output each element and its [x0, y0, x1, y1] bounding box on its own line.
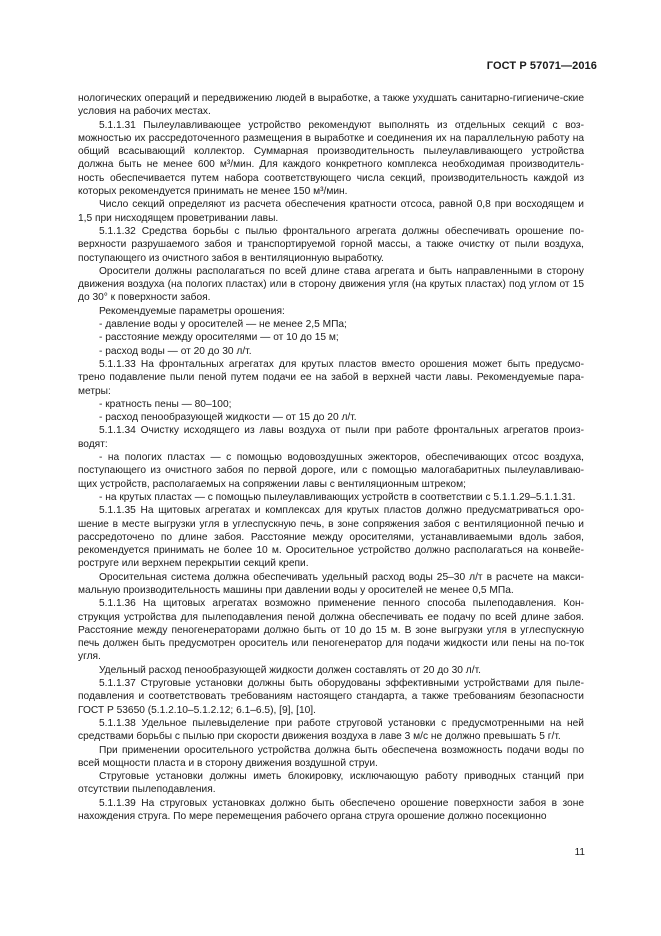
- paragraph: Оросители должны располагаться по всей длине става агрегата и быть направленными в сторону движения воздуха (на пологих пластах) или в сторону движения угля (на крутых пластах) под углом от 15 до 30° к поверхности забоя.: [78, 265, 584, 304]
- paragraph: - на крутых пластах — с помощью пылеулавливающих устройств в соответствии с 5.1.1.29–5.1.1.31.: [99, 491, 576, 503]
- paragraph: 5.1.1.36 На щитовых агрегатах возможно применение пенного способа пылеподавления. Кон-струкция устройства для пылеподавления пеной должна обеспечивать ее подачу по всей длине забоя. Расстояние между пеногенераторами должно быть от 10 до 15 м. В зоне выгрузки угля в углеспускную печь должен быть предусмотрен ороситель или пеногенератор для подачи жидкости или пены на по-ток угля.: [78, 598, 584, 663]
- paragraph: Струговые установки должны иметь блокировку, исключающую работу приводных станций при отсутствии пылеподавления.: [78, 771, 584, 796]
- paragraph: 5.1.1.33 На фронтальных агрегатах для крутых пластов вместо орошения может быть предусмо-трено подавление пыли пеной путем подачи ее на забой в верхней части лавы. Рекомендуемые пара-метры:: [78, 358, 584, 397]
- paragraph: Рекомендуемые параметры орошения:: [99, 305, 285, 317]
- paragraph: 5.1.1.35 На щитовых агрегатах и комплексах для крутых пластов должно предусматриваться оро-шение в месте выгрузки угля в углеспускную печь, в зоне сопряжения забоя с вентиляционной печью и рассредоточено по длине забоя. Расстояние между оросителями, устанавливаемыми вдоль забоя, рекомендуется принимать не более 10 м. Оросительное устройство должно располагаться на конвейе-роструге или верхнем перекрытии секций крепи.: [78, 505, 584, 570]
- paragraph: 5.1.1.37 Струговые установки должны быть оборудованы эффективными устройствами для пыле-подавления и соответствовать требованиям настоящего стандарта, а также требованиям безопасности ГОСТ Р 53650 (5.1.2.10–5.1.2.12; 6.1–6.5), [9], [10].: [78, 678, 584, 716]
- list-item: - расстояние между оросителями — от 10 до 15 м;: [99, 332, 339, 344]
- paragraph: 5.1.1.39 На струговых установках должно быть обеспечено орошение поверхности забоя в зоне нахождения струга. По мере перемещения рабочего органа струга орошение должно посекционно: [78, 797, 584, 823]
- list-item: - давление воды у оросителей — не менее 2,5 МПа;: [99, 319, 347, 331]
- paragraph: нологических операций и передвижению людей в выработке, а также ухудшать санитарно-гигиениче-ские условия на рабочих местах.: [78, 93, 584, 118]
- paragraph: 5.1.1.31 Пылеулавливающее устройство рекомендуют выполнять из отдельных секций с воз-можностью их рассредоточенного размещения в выработке и соединения их на параллельную работу на общий всасывающий коллектор. Суммарная производительность пылеулавливающего устройства должна быть не менее 600 м³/мин. Для каждого конкретного комплекса необходимая производитель-ность обеспечивается путем набора соответствующего числа секций, производительность каждой из которых рекомендуется принимать не менее 150 м³/мин.: [78, 119, 584, 198]
- document-body: [78, 92, 584, 823]
- standard-header: ГОСТ Р 57071—2016: [486, 60, 597, 72]
- paragraph: - на пологих пластах — с помощью водовоздушных эжекторов, обеспечивающих отсос воздуха, поступающего из очистного забоя по первой дороге, или с помощью малогабаритных пылеулавливаю-щих устройств, располагаемых на сопряжении лавы с вентиляционным штреком;: [78, 452, 584, 490]
- list-item: - расход воды — от 20 до 30 л/т.: [99, 345, 252, 357]
- paragraph: 5.1.1.38 Удельное пылевыделение при работе струговой установки с предусмотренными на ней средствами борьбы с пылью при скорости движения воздуха в лаве 3 м/с не должно превышать 5 г/т.: [78, 717, 584, 743]
- paragraph: Оросительная система должна обеспечивать удельный расход воды 25–30 л/т в расчете на макси-мальную производительность машины при давлении воды у оросителей не менее 0,5 МПа.: [78, 571, 584, 596]
- list-item: - кратность пены — 80–100;: [99, 398, 232, 410]
- paragraph: Число секций определяют из расчета обеспечения кратности отсоса, равной 0,8 при восходящем и 1,5 при нисходящем проветривании лавы.: [78, 199, 584, 224]
- paragraph: При применении оросительного устройства должна быть обеспечена возможность подачи воды по всей мощности пласта и в сторону движения воздушной струи.: [78, 744, 584, 769]
- list-item: - расход пенообразующей жидкости — от 15 до 20 л/т.: [99, 412, 357, 424]
- page-number: 11: [574, 847, 585, 858]
- paragraph: Удельный расход пенообразующей жидкости должен составлять от 20 до 30 л/т.: [99, 664, 481, 676]
- paragraph: 5.1.1.32 Средства борьбы с пылью фронтального агрегата должны обеспечивать орошение по-верхности разрушаемого забоя и транспортируемой горной массы, а также очистку от пыли воздуха, поступающего из очистного забоя в вентиляционную выработку.: [78, 225, 584, 264]
- paragraph: 5.1.1.34 Очистку исходящего из лавы воздуха от пыли при работе фронтальных агрегатов произ-водят:: [78, 425, 584, 450]
